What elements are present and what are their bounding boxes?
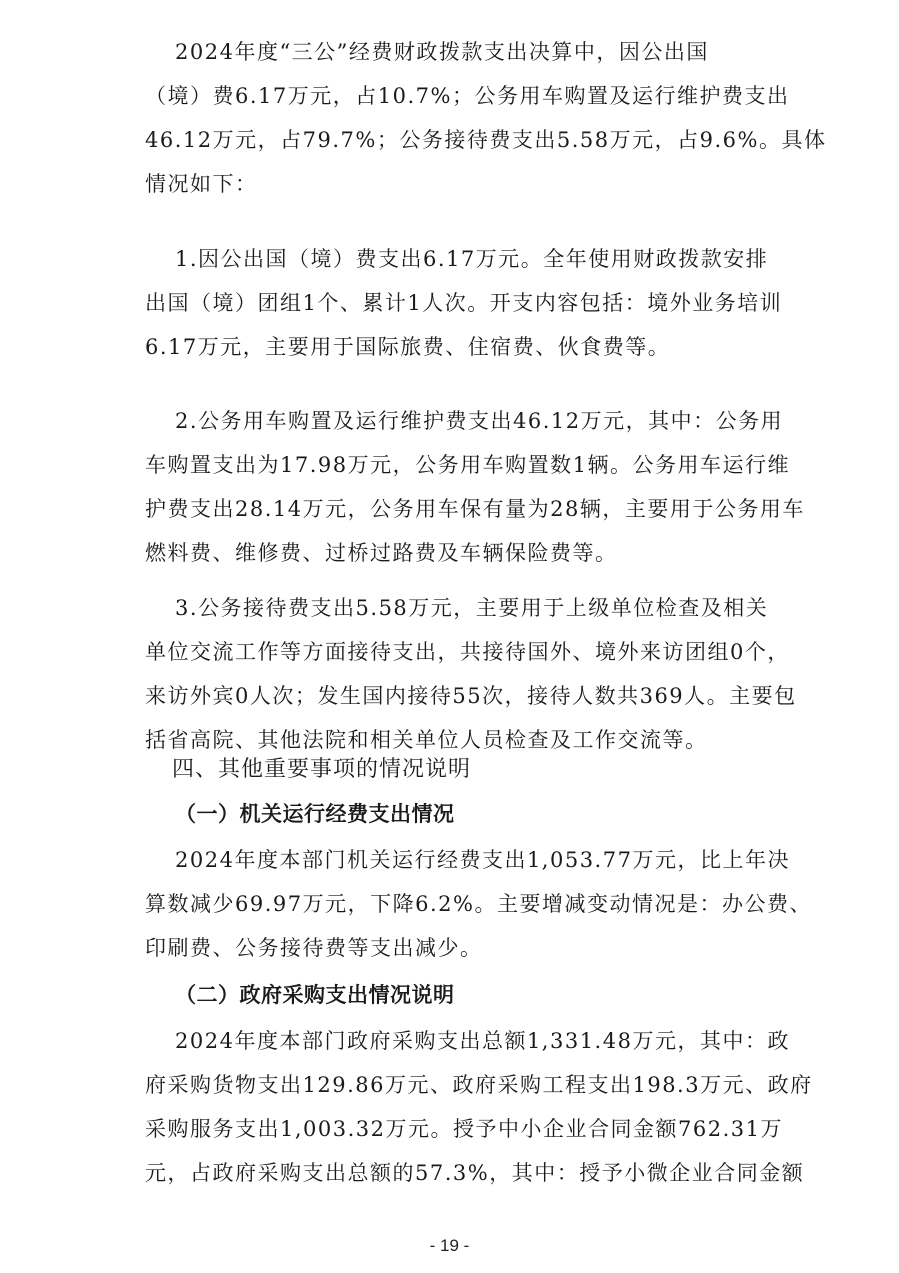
text-line: 2024年度本部门机关运行经费支出1,053.77万元，比上年决 <box>175 848 790 872</box>
text-line: 2024年度“三公”经费财政拨款支出决算中，因公出国 <box>175 40 709 64</box>
text-line: （境）费6.17万元，占10.7%；公务用车购置及运行维护费支出 <box>145 84 790 108</box>
page-number: - 19 - <box>429 1236 470 1255</box>
text-line: 3.公务接待费支出5.58万元，主要用于上级单位检查及相关 <box>175 596 769 620</box>
text-line: 印刷费、公务接待费等支出减少。 <box>145 936 483 960</box>
text-line: 出国（境）团组1个、累计1人次。开支内容包括：境外业务培训 <box>145 291 783 315</box>
text-line: 括省高院、其他法院和相关单位人员检查及工作交流等。 <box>145 728 708 752</box>
text-line: 2.公务用车购置及运行维护费支出46.12万元，其中：公务用 <box>175 409 784 433</box>
text-line: 算数减少69.97万元，下降6.2%。主要增减变动情况是：办公费、 <box>145 892 812 916</box>
text-line: 元，占政府采购支出总额的57.3%，其中：授予小微企业合同金额 <box>145 1161 805 1185</box>
text-line: 情况如下： <box>145 172 258 196</box>
text-line: 护费支出28.14万元，公务用车保有量为28辆，主要用于公务用车 <box>145 497 805 521</box>
text-line: 46.12万元，占79.7%；公务接待费支出5.58万元，占9.6%。具体 <box>145 128 827 152</box>
text-line: 来访外宾0人次；发生国内接待55次，接待人数共369人。主要包 <box>145 684 797 708</box>
text-line: 车购置支出为17.98万元，公务用车购置数1辆。公务用车运行维 <box>145 453 790 477</box>
text-line: 2024年度本部门政府采购支出总额1,331.48万元，其中：政 <box>175 1029 790 1053</box>
subsection-heading: （二）政府采购支出情况说明 <box>175 983 455 1007</box>
text-line: 府采购货物支出129.86万元、政府采购工程支出198.3万元、政府 <box>145 1073 813 1097</box>
text-line: 单位交流工作等方面接待支出，共接待国外、境外来访团组0个， <box>145 640 790 664</box>
text-line: 采购服务支出1,003.32万元。授予中小企业合同金额762.31万 <box>145 1117 783 1141</box>
text-line: 6.17万元，主要用于国际旅费、住宿费、伙食费等。 <box>145 335 671 359</box>
text-line: 燃料费、维修费、过桥过路费及车辆保险费等。 <box>145 541 618 565</box>
section-heading: 四、其他重要事项的情况说明 <box>172 757 472 782</box>
subsection-heading: （一）机关运行经费支出情况 <box>175 802 455 826</box>
text-line: 1.因公出国（境）费支出6.17万元。全年使用财政拨款安排 <box>175 247 769 271</box>
